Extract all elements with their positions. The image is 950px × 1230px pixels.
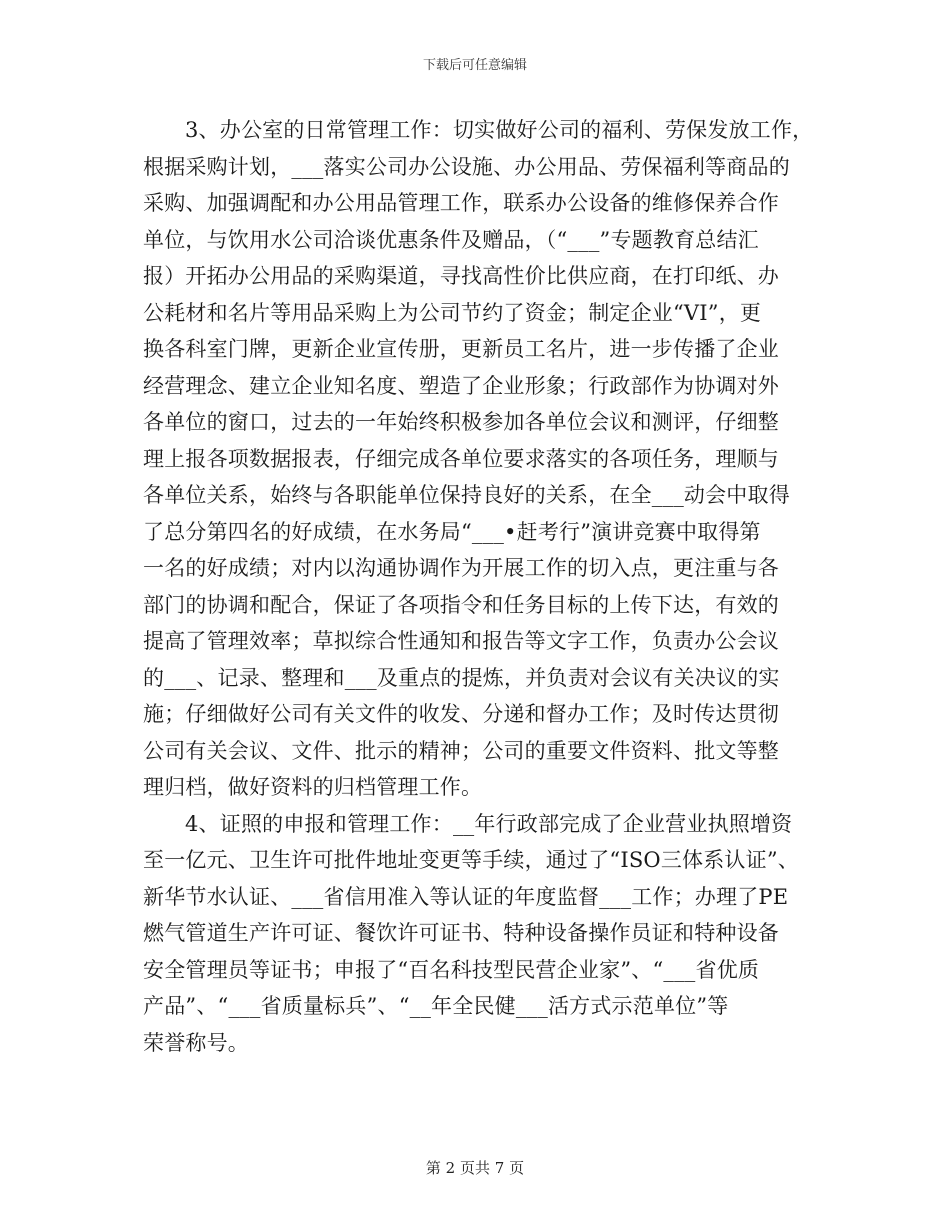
text-line: 理归档，做好资料的归档管理工作。 [143,775,483,799]
text-line: 各单位的窗口，过去的一年始终积极参加各单位会议和测评，仔细整 [143,410,779,434]
text-line: 公耗材和名片等用品采购上为公司节约了资金；制定企业“VI”，更 [143,300,762,325]
paragraph-office-management [143,112,833,806]
text-line: 4、证照的申报和管理工作：__年行政部完成了企业营业执照增资 [185,811,793,836]
text-line: 理上报各项数据报表，仔细完成各单位要求落实的各项任务，理顺与 [143,446,779,471]
text-line: 至一亿元、卫生许可批件地址变更等手续，通过了“ISO三体系认证”、 [143,848,799,872]
text-line: 单位，与饮用水公司洽谈优惠条件及赠品，（“___”专题教育总结汇 [143,227,759,252]
paragraph-license-management [143,806,833,1062]
page-footer: 第 2 页共 7 页 [425,1159,525,1177]
text-line: 施；仔细做好公司有关文件的收发、分递和督办工作；及时传达贯彻 [143,702,779,726]
page-header: 下载后可任意编辑 [422,58,527,73]
text-line: 产品”、“___省质量标兵”、“__年全民健___活方式示范单位”等 [143,994,729,1018]
text-line: 各单位关系，始终与各职能单位保持良好的关系，在全___动会中取得 [143,483,790,507]
text-line: 3、办公室的日常管理工作：切实做好公司的福利、劳保发放工作， [185,118,814,142]
document-body [143,112,833,1061]
text-line: 换各科室门牌，更新企业宣传册，更新员工名片，进一步传播了企业 [143,337,779,361]
text-line: 提高了管理效率；草拟综合性通知和报告等文字工作，负责办公会议 [143,629,779,653]
text-line: 公司有关会议、文件、批示的精神；公司的重要文件资料、批文等整 [143,738,779,763]
text-line: 新华节水认证、___省信用准入等认证的年度监督___工作；办理了PE [143,884,789,909]
text-line: 经营理念、建立企业知名度、塑造了企业形象；行政部作为协调对外 [143,373,779,398]
text-line: 采购、加强调配和办公用品管理工作，联系办公设备的维修保养合作 [143,191,779,215]
text-line: 燃气管道生产许可证、餐饮许可证书、特种设备操作员证和特种设备 [143,921,779,945]
text-line: 安全管理员等证书；申报了“百名科技型民营企业家”、“___省优质 [143,957,760,982]
text-line: 了总分第四名的好成绩，在水务局“___•赶考行”演讲竞赛中取得第 [143,519,761,544]
text-line: 报）开拓办公用品的采购渠道，寻找高性价比供应商，在打印纸、办 [143,264,779,288]
text-line: 根据采购计划，___落实公司办公设施、办公用品、劳保福利等商品的 [143,154,790,179]
text-line: 的___、记录、整理和___及重点的提炼，并负责对会议有关决议的实 [143,665,780,690]
text-line: 部门的协调和配合，保证了各项指令和任务目标的上传下达，有效的 [143,592,779,617]
text-line: 一名的好成绩；对内以沟通协调作为开展工作的切入点，更注重与各 [143,556,779,580]
text-line: 荣誉称号。 [143,1030,249,1055]
